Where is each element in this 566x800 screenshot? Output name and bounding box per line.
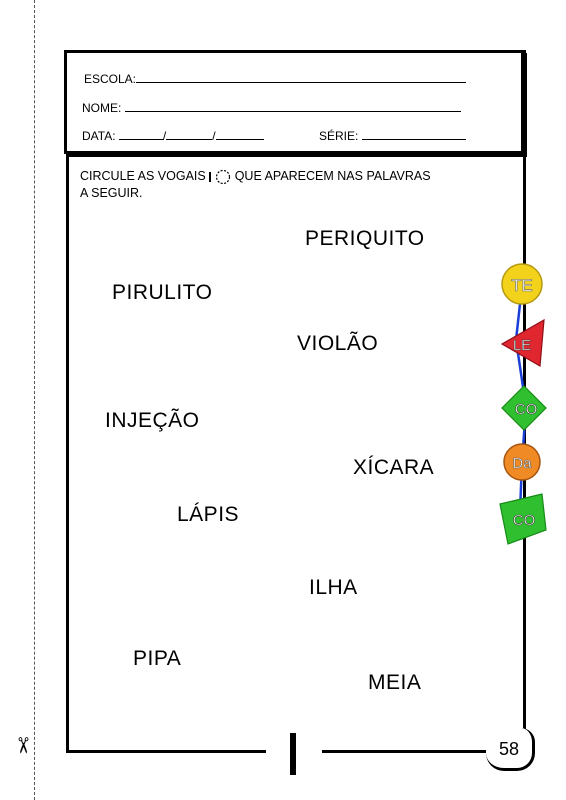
instructions-line1-start: CIRCULE AS VOGAIS <box>80 169 206 183</box>
school-field <box>84 70 466 86</box>
grade-line[interactable] <box>362 127 466 140</box>
red-triangle-badge-icon <box>502 320 544 366</box>
scissors-icon: ✂ <box>9 736 35 755</box>
side-badges <box>496 262 556 552</box>
word-xicara[interactable]: XÍCARA <box>353 456 435 479</box>
svg-text:LE: LE <box>512 337 532 354</box>
school-line[interactable] <box>136 70 466 83</box>
yellow-circle-badge-icon <box>502 264 542 304</box>
word-ilha[interactable]: ILHA <box>309 576 358 599</box>
center-mark <box>290 733 296 775</box>
cut-line <box>34 0 35 800</box>
grade-label: SÉRIE: <box>319 129 359 143</box>
date-day-line[interactable] <box>119 127 163 140</box>
grade-field <box>319 127 466 143</box>
badge-chain <box>496 262 556 552</box>
date-separator: / <box>162 129 167 143</box>
word-pirulito[interactable]: PIRULITO <box>112 281 213 304</box>
word-violao[interactable]: VIOLÃO <box>297 332 379 355</box>
orange-circle-badge-icon <box>504 444 540 480</box>
instructions-line1-end: QUE APARECEM NAS PALAVRAS <box>234 169 431 183</box>
name-label: NOME: <box>82 101 122 115</box>
frame-bottom-right <box>322 750 494 753</box>
svg-text:CO: CO <box>514 401 538 418</box>
instructions <box>80 168 480 201</box>
svg-text:TE: TE <box>511 276 533 295</box>
date-year-line[interactable] <box>216 127 264 140</box>
student-info-box <box>64 50 524 154</box>
green-diamond-badge-icon <box>502 386 546 430</box>
word-lapis[interactable]: LÁPIS <box>177 503 240 526</box>
date-field <box>82 127 264 143</box>
name-line[interactable] <box>125 99 461 112</box>
green-square-badge-icon <box>500 494 546 544</box>
name-field <box>82 99 461 115</box>
word-pipa[interactable]: PIPA <box>133 647 182 670</box>
word-meia[interactable]: MEIA <box>368 671 422 694</box>
word-periquito[interactable]: PERIQUITO <box>305 227 425 250</box>
date-separator: / <box>212 129 216 143</box>
svg-text:Da: Da <box>512 455 532 472</box>
svg-text:CO: CO <box>512 512 536 529</box>
pencil-circle-icon <box>209 169 231 185</box>
date-month-line[interactable] <box>166 127 212 140</box>
word-injecao[interactable]: INJEÇÃO <box>105 409 200 432</box>
frame-bottom-left <box>66 750 266 753</box>
instructions-line2: A SEGUIR. <box>80 185 143 200</box>
page-number: 58 <box>499 739 520 759</box>
date-label: DATA: <box>82 129 116 143</box>
school-label: ESCOLA: <box>84 72 137 86</box>
